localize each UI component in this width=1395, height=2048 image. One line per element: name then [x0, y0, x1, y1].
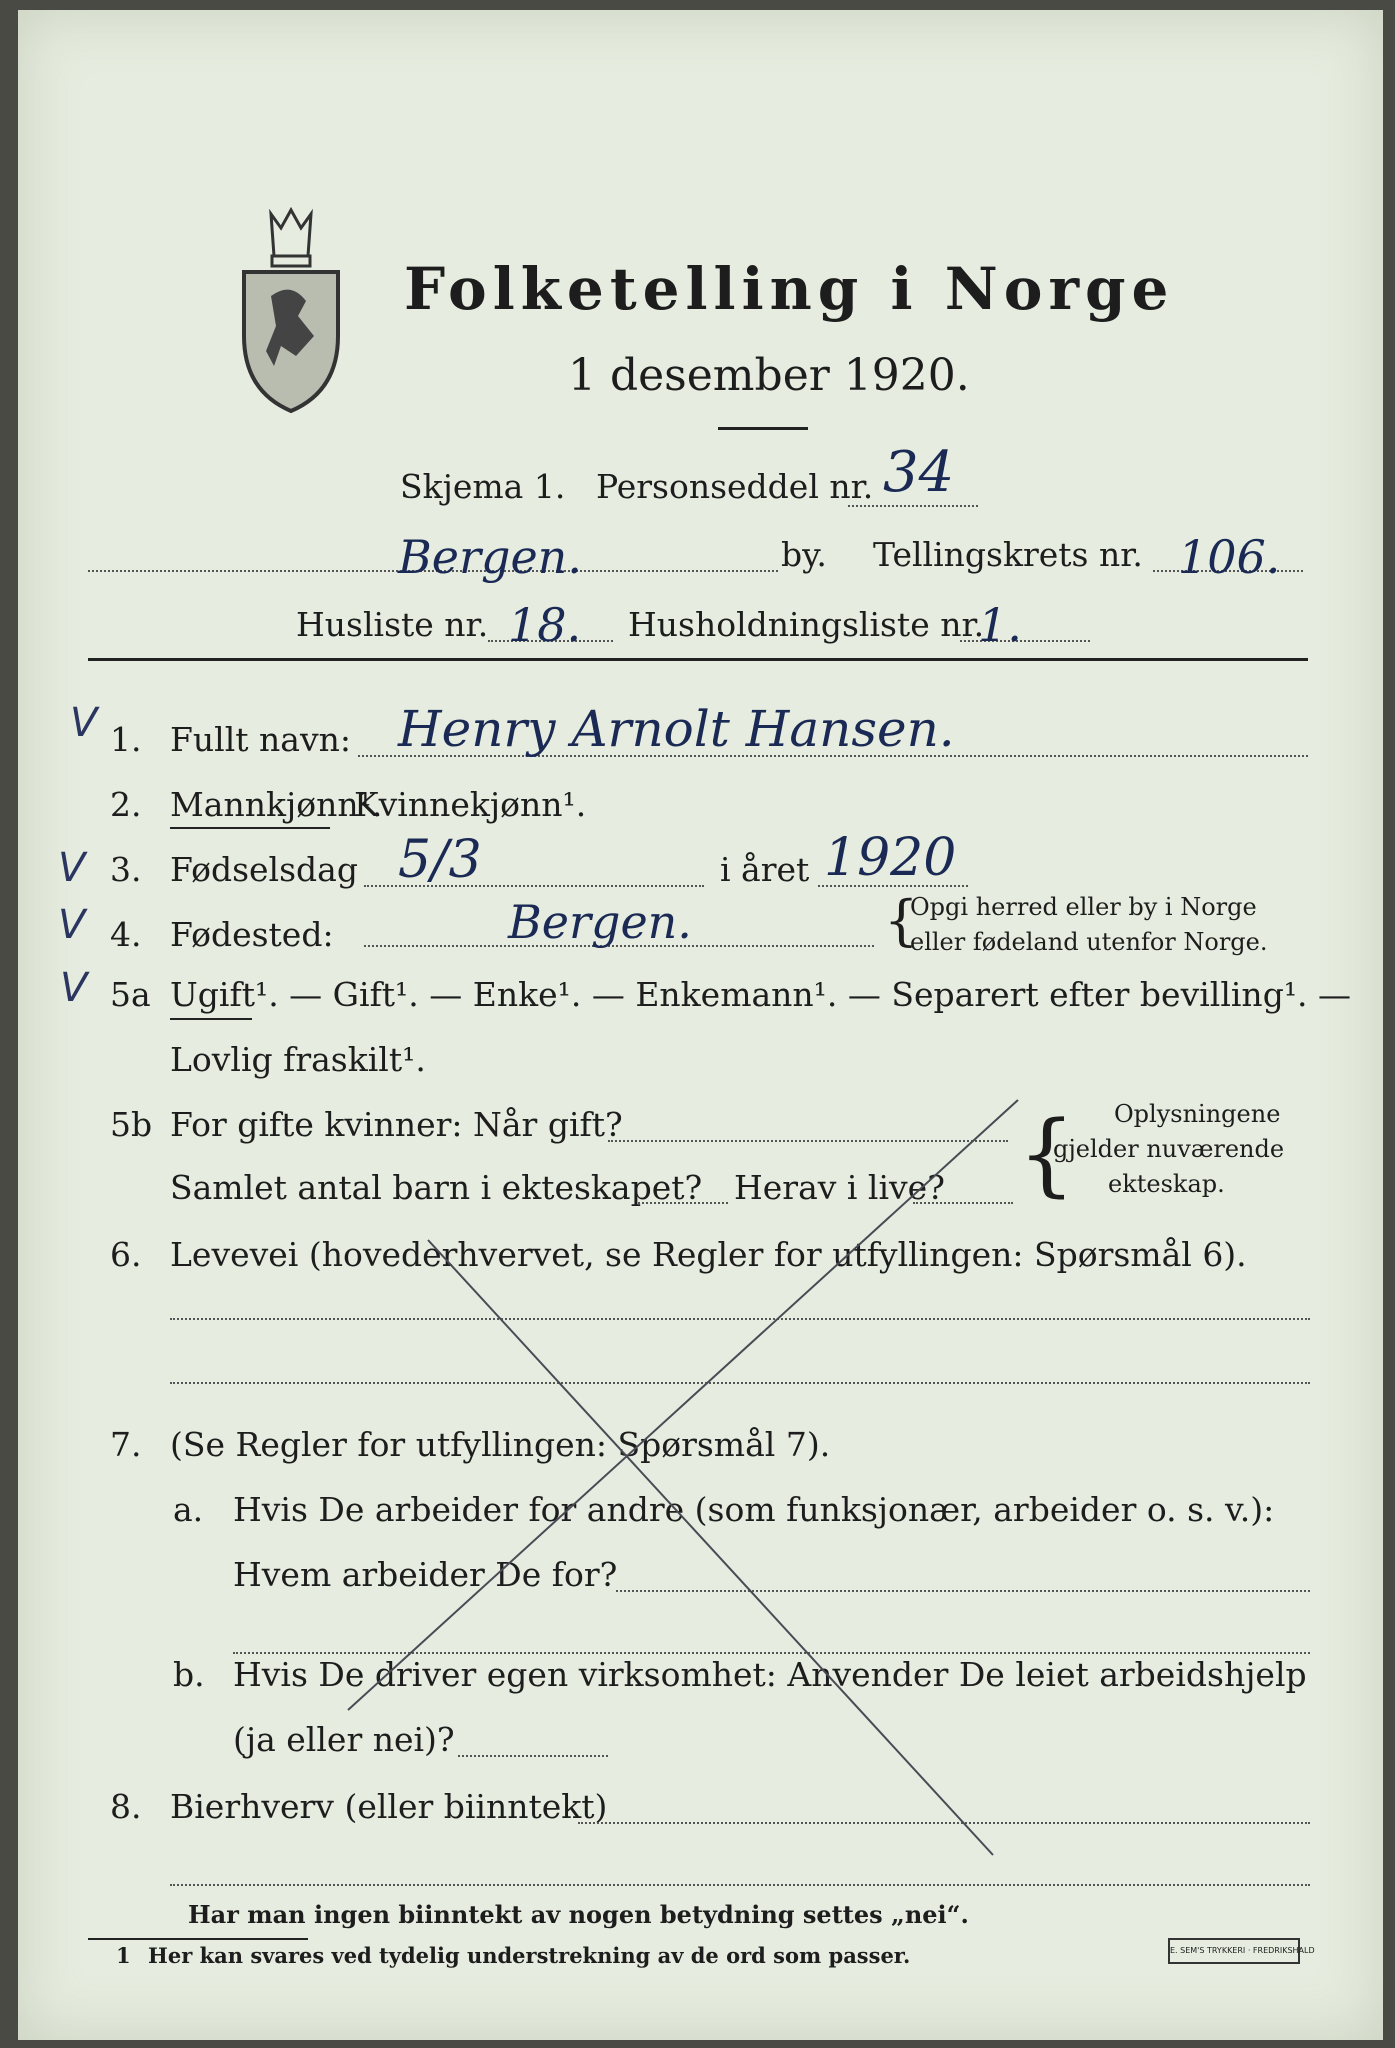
husliste-value[interactable]: 18.	[508, 598, 582, 652]
q7b-line1: Hvis De driver egen virksomhet: Anvender De leiet arbeidshjelp	[233, 1655, 1307, 1694]
by-label: by.	[781, 535, 827, 574]
printer-stamp: E. SEM'S TRYKKERI · FREDRIKSHALD	[1168, 1938, 1300, 1964]
personseddel-label: Personseddel nr.	[596, 467, 874, 506]
q4-note-line2: eller fødeland utenfor Norge.	[910, 928, 1268, 956]
q5b-note-line1: Oplysningene	[1114, 1100, 1281, 1128]
q5b-number: 5b	[110, 1105, 153, 1144]
q7a-line1: Hvis De arbeider for andre (som funksjonær, arbeider o. s. v.):	[233, 1490, 1275, 1529]
strike-through-cross	[18, 10, 1383, 2040]
tellingskrets-label: Tellingskrets nr.	[873, 535, 1143, 574]
q7b-letter: b.	[173, 1655, 205, 1694]
q6-number: 6.	[110, 1235, 142, 1274]
q4-number: 4.	[110, 915, 142, 954]
year-label: i året	[720, 850, 810, 889]
q5a-number: 5a	[110, 975, 151, 1014]
census-form	[18, 10, 1383, 2040]
skjema-label: Skjema 1.	[400, 467, 566, 506]
brace: {	[884, 889, 919, 952]
husholdningsliste-label: Husholdningsliste nr.	[628, 605, 985, 644]
no-income-note: Har man ingen biinntekt av nogen betydning settes „nei“.	[188, 1900, 969, 1929]
marital-status-options[interactable]: Ugift¹. — Gift¹. — Enke¹. — Enkemann¹. — Separert efter bevilling¹. —	[170, 975, 1352, 1014]
footnote-rule	[88, 1938, 308, 1940]
sex-male-option[interactable]: Mannkjønn¹.	[170, 785, 383, 824]
q4-note-line1: Opgi herred eller by i Norge	[910, 893, 1257, 921]
brace: {	[1018, 1102, 1076, 1207]
q7-label: (Se Regler for utfyllingen: Spørsmål 7).	[170, 1425, 831, 1464]
marital-status-divorced[interactable]: Lovlig fraskilt¹.	[170, 1040, 426, 1079]
q1-label: Fullt navn:	[170, 720, 351, 759]
tellingskrets-value[interactable]: 106.	[1178, 530, 1281, 584]
census-date: 1 desember 1920.	[568, 350, 970, 401]
husliste-label: Husliste nr.	[296, 605, 489, 644]
q5b-note-line3: ekteskap.	[1108, 1170, 1225, 1198]
birthplace-value[interactable]: Bergen.	[508, 895, 692, 949]
q3-label: Fødselsdag	[170, 850, 358, 889]
q7b-line2: (ja eller nei)?	[233, 1720, 455, 1759]
q8-number: 8.	[110, 1787, 142, 1826]
personseddel-value[interactable]: 34	[883, 440, 955, 505]
q5b-note-line2: gjelder nuværende	[1053, 1135, 1285, 1163]
full-name-value[interactable]: Henry Arnolt Hansen.	[398, 700, 955, 758]
birth-year-value[interactable]: 1920	[824, 828, 957, 888]
check-mark: V	[58, 902, 86, 948]
q8-label: Bierhverv (eller biinntekt)	[170, 1787, 608, 1826]
q6-label: Levevei (hovederhvervet, se Regler for utfyllingen: Spørsmål 6).	[170, 1235, 1247, 1274]
check-mark: V	[70, 700, 98, 746]
sex-female-option[interactable]: Kvinnekjønn¹.	[354, 785, 587, 824]
q1-number: 1.	[110, 720, 142, 759]
q2-number: 2.	[110, 785, 142, 824]
q7a-line2: Hvem arbeider De for?	[233, 1555, 618, 1594]
q3-number: 3.	[110, 850, 142, 889]
q7-number: 7.	[110, 1425, 142, 1464]
check-mark: V	[60, 965, 88, 1011]
city-value[interactable]: Bergen.	[398, 530, 582, 584]
husholdningsliste-value[interactable]: 1.	[978, 598, 1022, 652]
birth-day-value[interactable]: 5/3	[398, 830, 482, 890]
q5b-children-label: Samlet antal barn i ekteskapet?	[170, 1168, 703, 1207]
footnote-text: Her kan svares ved tydelig understrekning av de ord som passer.	[148, 1943, 911, 1968]
footnote-number: 1	[116, 1943, 131, 1968]
form-title: Folketelling i Norge	[404, 255, 1175, 323]
check-mark: V	[58, 845, 86, 891]
q7a-letter: a.	[173, 1490, 204, 1529]
q5b-when-married-label: For gifte kvinner: Når gift?	[170, 1105, 623, 1144]
q5b-alive-label: Herav i live?	[734, 1168, 945, 1207]
q4-label: Fødested:	[170, 915, 334, 954]
